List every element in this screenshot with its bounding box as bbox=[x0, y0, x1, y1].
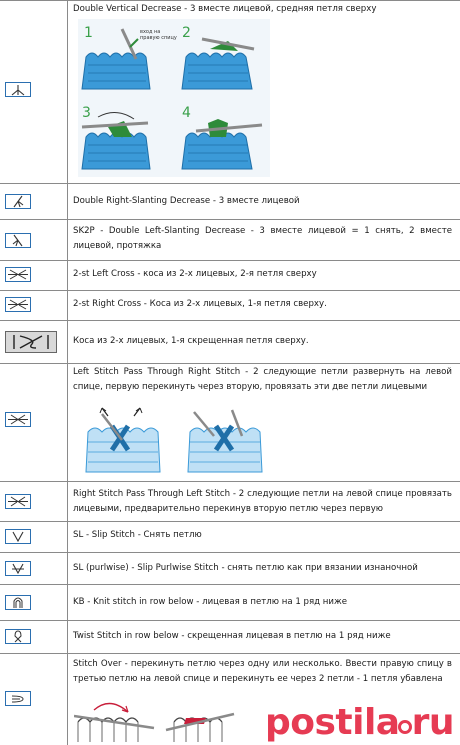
overlay-text: правую спицу bbox=[140, 35, 177, 41]
row-description: Коса из 2-х лицевых, 1-я скрещенная петля сверху. bbox=[73, 336, 309, 346]
row-description: SK2P - Double Left-Slanting Decrease - 3 вместе лицевой = 1 снять, 2 вместе лицевой, протяжка bbox=[73, 226, 452, 251]
row-description: Right Stitch Pass Through Left Stitch - 2 следующие петли на левой спице провязать лицевыми, предварительно перекинув вторую петлю через первую bbox=[73, 489, 452, 514]
step-label: 2 bbox=[182, 25, 191, 41]
table-row bbox=[0, 621, 460, 654]
table-row bbox=[0, 184, 460, 220]
table-row bbox=[0, 1, 460, 184]
overlay-text: вход на bbox=[140, 29, 161, 35]
stitch-over-diagram bbox=[74, 694, 244, 744]
symbol-cell bbox=[0, 321, 68, 363]
table-row bbox=[0, 261, 460, 291]
symbol-cell bbox=[0, 364, 68, 481]
left-slanting-decrease-icon bbox=[5, 233, 31, 248]
table-row bbox=[0, 585, 460, 621]
symbol-cell bbox=[0, 482, 68, 521]
symbol-cell bbox=[0, 654, 68, 745]
table-row bbox=[0, 220, 460, 261]
step-label: 1 bbox=[84, 25, 93, 41]
row-description: SL (purlwise) - Slip Purlwise Stitch - снять петлю как при вязании изнаночной bbox=[73, 563, 418, 573]
right-stitch-pass-left-icon bbox=[5, 494, 31, 509]
row-description: Twist Stitch in row below - скрещенная лицевая в петлю на 1 ряд ниже bbox=[73, 631, 391, 641]
table-row bbox=[0, 364, 460, 482]
twisted-cross-icon bbox=[5, 331, 57, 353]
postila-watermark bbox=[265, 702, 454, 743]
step-label: 4 bbox=[182, 105, 191, 121]
symbol-cell bbox=[0, 1, 68, 183]
row-description: KB - Knit stitch in row below - лицевая в петлю на 1 ряд ниже bbox=[73, 597, 348, 607]
symbol-cell bbox=[0, 261, 68, 290]
symbol-cell bbox=[0, 522, 68, 552]
row-description: 2-st Left Cross - коса из 2-х лицевых, 2-я петля сверху bbox=[73, 269, 317, 279]
row-description: SL - Slip Stitch - Снять петлю bbox=[73, 530, 202, 540]
double-vertical-decrease-icon bbox=[5, 82, 31, 97]
right-cross-icon bbox=[5, 297, 31, 312]
row-description: 2-st Right Cross - Коса из 2-х лицевых, 1-я петля сверху. bbox=[73, 299, 327, 309]
step-label: 3 bbox=[82, 105, 91, 121]
table-row bbox=[0, 654, 460, 745]
right-slanting-decrease-icon bbox=[5, 194, 31, 209]
table-row bbox=[0, 553, 460, 585]
symbol-cell bbox=[0, 291, 68, 320]
symbol-cell bbox=[0, 220, 68, 260]
double-vertical-decrease-diagram bbox=[78, 19, 270, 177]
table-row bbox=[0, 321, 460, 364]
slip-stitch-icon bbox=[5, 529, 31, 544]
table-row bbox=[0, 482, 460, 522]
row-description: Stitch Over - перекинуть петлю через одну или несколько. Ввести правую спицу в третью петлю на левой спице и перекинуть ее через 2 петли - 1 петля убавлена bbox=[73, 659, 452, 684]
stitch-over-icon bbox=[5, 691, 31, 706]
symbol-cell bbox=[0, 184, 68, 219]
left-stitch-pass-diagram bbox=[82, 406, 282, 478]
watermark-brand: postila bbox=[264, 702, 400, 743]
watermark-dot-icon bbox=[398, 720, 412, 734]
table-row bbox=[0, 291, 460, 321]
left-stitch-pass-right-icon bbox=[5, 412, 31, 427]
row-description: Double Right-Slanting Decrease - 3 вместе лицевой bbox=[73, 196, 300, 206]
row-description: Double Vertical Decrease - 3 вместе лицевой, средняя петля сверху bbox=[73, 4, 377, 14]
symbol-cell bbox=[0, 585, 68, 620]
symbol-cell bbox=[0, 621, 68, 653]
twist-below-icon bbox=[5, 629, 31, 644]
watermark-suffix: ru bbox=[411, 702, 454, 743]
left-cross-icon bbox=[5, 267, 31, 282]
table-row bbox=[0, 522, 460, 553]
knit-below-icon bbox=[5, 595, 31, 610]
slip-purlwise-icon bbox=[5, 561, 31, 576]
symbol-cell bbox=[0, 553, 68, 584]
row-description: Left Stitch Pass Through Right Stitch - 2 следующие петли развернуть на левой спице, первую перекинуть через вторую, провязать эти две петли лицевыми bbox=[73, 367, 452, 392]
